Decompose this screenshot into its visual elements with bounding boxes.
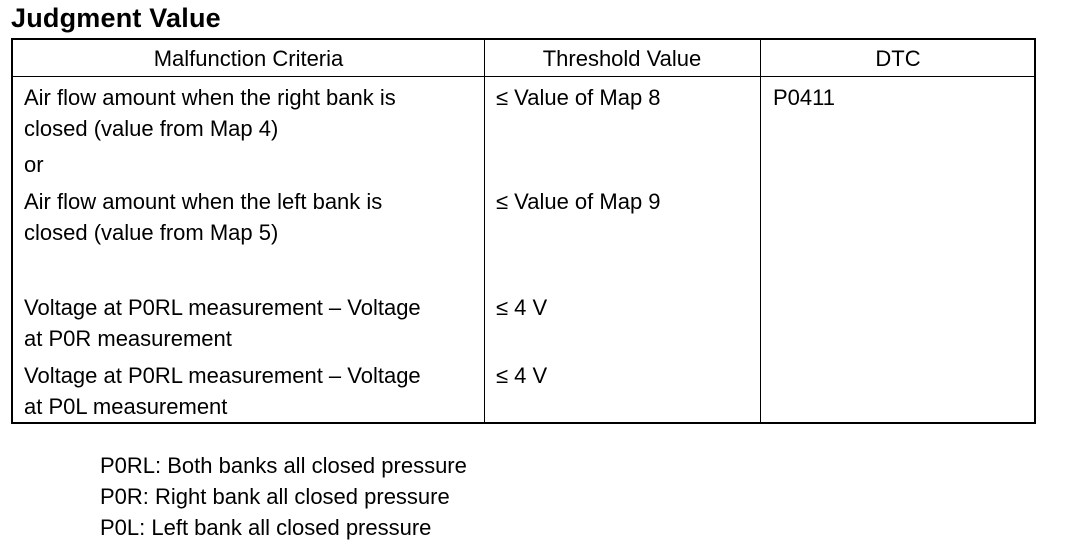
header-dtc: DTC	[875, 46, 921, 71]
page-title: Judgment Value	[11, 3, 221, 33]
criteria-cell: or	[24, 152, 44, 177]
threshold-cell: ≤ 4 V	[496, 295, 548, 320]
header-threshold-value: Threshold Value	[542, 46, 702, 71]
threshold-cell: ≤ Value of Map 9	[496, 189, 661, 214]
threshold-cell: ≤ Value of Map 8	[496, 85, 661, 110]
dtc-cell: P0411	[773, 85, 835, 110]
note-p0r: P0R: Right bank all closed pressure	[100, 484, 450, 509]
note-p0l: P0L: Left bank all closed pressure	[100, 515, 432, 540]
criteria-cell: Air flow amount when the left bank is closed (value from Map 5)	[24, 189, 383, 245]
judgment-table	[11, 38, 1036, 424]
threshold-cell: ≤ 4 V	[496, 363, 548, 388]
criteria-cell: Voltage at P0RL measurement – Voltage at P0L measurement	[24, 363, 421, 419]
note-p0rl: P0RL: Both banks all closed pressure	[100, 453, 467, 478]
column-divider	[760, 40, 761, 422]
criteria-cell: Voltage at P0RL measurement – Voltage at P0R measurement	[24, 295, 421, 351]
criteria-cell: Air flow amount when the right bank is closed (value from Map 4)	[24, 85, 396, 141]
legend-notes	[100, 450, 467, 543]
column-divider	[484, 40, 485, 422]
header-malfunction-criteria: Malfunction Criteria	[153, 46, 344, 71]
